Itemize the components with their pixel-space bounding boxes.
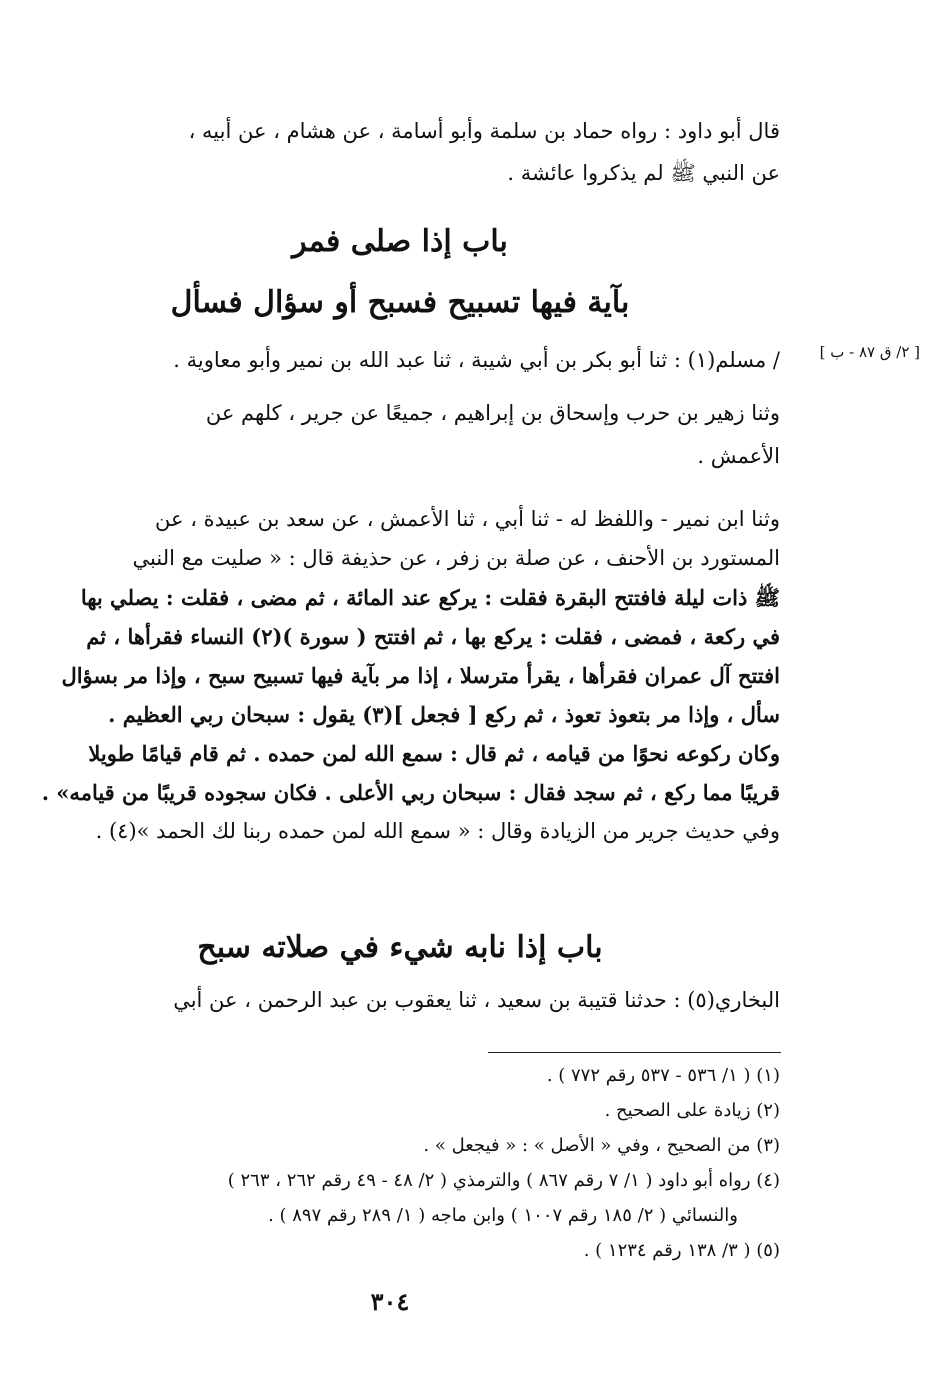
text-line: قال أبو داود : رواه حماد بن سلمة وأبو أسامة ، عن هشام ، عن أبيه ، bbox=[188, 119, 780, 143]
footnote-2: (٢) زيادة على الصحيح . bbox=[604, 1100, 780, 1121]
abu-dawud-paragraph bbox=[20, 110, 780, 194]
page-number: ٣٠٤ bbox=[370, 1287, 410, 1316]
hadith-text-line: افتتح آل عمران فقرأها ، يقرأ مترسلا ، إذا مر بآية فيها تسبيح سبح ، وإذا مر بسؤال bbox=[61, 663, 780, 688]
muslim-isnad-paragraph bbox=[20, 340, 780, 380]
text-line: الأعمش . bbox=[697, 444, 780, 468]
text-line: / مسلم(١) : ثنا أبو بكر بن أبي شيبة ، ثنا عبد الله بن نمير وأبو معاوية . bbox=[173, 348, 780, 372]
chapter-title-line-1: باب إذا صلى فمر bbox=[292, 224, 508, 259]
footnote-3: (٣) من الصحيح ، وفي « الأصل » : « فيجعل » . bbox=[423, 1135, 780, 1156]
hadith-text-line: في ركعة ، فمضى ، فقلت : يركع بها ، ثم افتتح ( سورة )(٢) النساء فقرأها ، ثم bbox=[86, 624, 780, 649]
hadith-text-line: قريبًا مما ركع ، ثم سجد فقال : سبحان ربي الأعلى . فكان سجوده قريبًا من قيامه» . bbox=[41, 780, 780, 805]
text-line: وفي حديث جرير من الزيادة وقال : « سمع الله لمن حمده ربنا لك الحمد »(٤) . bbox=[95, 819, 780, 843]
footnote-divider bbox=[488, 1052, 781, 1053]
hadith-paragraph bbox=[20, 500, 780, 851]
chapter-title-line-2: بآية فيها تسبيح فسبح أو سؤال فسأل bbox=[170, 285, 630, 320]
hadith-text-line: وكان ركوعه نحوًا من قيامه ، ثم قال : سمع الله لمن حمده . ثم قام قيامًا طويلا bbox=[88, 741, 780, 766]
second-isnad-paragraph bbox=[20, 392, 780, 478]
text-line: البخاري(٥) : حدثنا قتيبة بن سعيد ، ثنا يعقوب بن عبد الرحمن ، عن أبي bbox=[173, 988, 780, 1012]
footnotes bbox=[20, 1058, 780, 1268]
hadith-text-line: ﷺ ذات ليلة فافتتح البقرة فقلت : يركع عند المائة ، ثم مضى ، فقلت : يصلي بها bbox=[80, 585, 780, 610]
chapter-title-2: باب إذا نابه شيء في صلاته سبح bbox=[197, 930, 603, 965]
manuscript-folio-marker: [ ٢/ ق ٨٧ - ب ] bbox=[819, 343, 920, 361]
text-line: وثنا زهير بن حرب وإسحاق بن إبراهيم ، جميعًا عن جرير ، كلهم عن bbox=[205, 401, 780, 425]
footnote-4: (٤) رواه أبو داود ( ١/ ٧ رقم ٨٦٧ ) والترمذي ( ٢/ ٤٨ - ٤٩ رقم ٢٦٢ ، ٢٦٣ ) bbox=[227, 1170, 780, 1191]
bukhari-paragraph bbox=[20, 980, 780, 1020]
footnote-1: (١) ( ١/ ٥٣٦ - ٥٣٧ رقم ٧٧٢ ) . bbox=[546, 1065, 780, 1086]
text-line: وثنا ابن نمير - واللفظ له - ثنا أبي ، ثنا الأعمش ، عن سعد بن عبيدة ، عن bbox=[155, 507, 780, 531]
footnote-4-continued: والنسائي ( ٢/ ١٨٥ رقم ١٠٠٧ ) وابن ماجه ( ١/ ٢٨٩ رقم ٨٩٧ ) . bbox=[268, 1205, 738, 1226]
hadith-text-line: سأل ، وإذا مر بتعوذ تعوذ ، ثم ركع [ فجعل ](٣) يقول : سبحان ربي العظيم . bbox=[108, 702, 780, 727]
text-line: المستورد بن الأحنف ، عن صلة بن زفر ، عن حذيفة قال : « صليت مع النبي bbox=[132, 546, 780, 570]
footnote-5: (٥) ( ٣/ ١٣٨ رقم ١٢٣٤ ) . bbox=[583, 1240, 780, 1261]
text-line: عن النبي ﷺ لم يذكروا عائشة . bbox=[507, 161, 780, 185]
